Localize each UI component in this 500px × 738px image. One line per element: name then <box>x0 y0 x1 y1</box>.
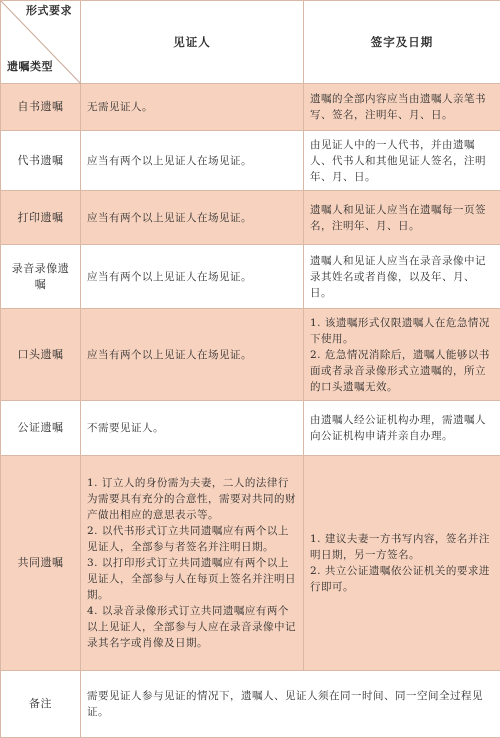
footer-text: 需要见证人参与见证的情况下，遗嘱人、见证人须在同一时间、同一空间全过程见证。 <box>81 671 500 738</box>
table-row <box>1 456 500 671</box>
table-row <box>1 131 500 191</box>
row-type: 口头遗嘱 <box>1 309 81 401</box>
table-row <box>1 84 500 131</box>
row-sign: 遗嘱人和见证人应当在遗嘱每一页签名，注明年、月、日。 <box>304 191 500 245</box>
row-sign-list <box>304 456 500 671</box>
list-item: 2. 共立公证遗嘱依公证机关的要求进行即可。 <box>310 563 494 595</box>
row-type: 共同遗嘱 <box>1 456 81 671</box>
header-row <box>1 1 500 84</box>
row-sign: 遗嘱的全部内容应当由遗嘱人亲笔书写、签名，注明年、月、日。 <box>304 84 500 131</box>
row-type: 录音录像遗嘱 <box>1 245 81 309</box>
table-row <box>1 191 500 245</box>
row-type: 自书遗嘱 <box>1 84 81 131</box>
table-row <box>1 401 500 456</box>
row-sign-list <box>304 309 500 401</box>
row-witness: 无需见证人。 <box>81 84 304 131</box>
row-witness: 应当有两个以上见证人在场见证。 <box>81 191 304 245</box>
witness-header: 见证人 <box>81 1 304 84</box>
row-witness: 应当有两个以上见证人在场见证。 <box>81 309 304 401</box>
list-item: 1. 该遗嘱形式仅限遗嘱人在危急情况下使用。 <box>310 315 494 347</box>
row-witness: 应当有两个以上见证人在场见证。 <box>81 245 304 309</box>
row-type: 公证遗嘱 <box>1 401 81 456</box>
corner-bottom-label: 遗嘱类型 <box>7 59 53 75</box>
table-row <box>1 245 500 309</box>
footer-row <box>1 671 500 738</box>
list-item: 1. 订立人的身份需为夫妻，二人的法律行为需要具有充分的合意性，需要对共同的财产做出相应的意思表示等。 <box>87 475 297 523</box>
list-item: 3. 以打印形式订立共同遗嘱应有两个以上见证人，全部参与人在每页上签名并注明日期。 <box>87 555 297 603</box>
footer-label: 备注 <box>1 671 81 738</box>
corner-header-cell <box>1 1 81 84</box>
list-item: 4. 以录音录像形式订立共同遗嘱应有两个以上见证人，全部参与人应在录音录像中记录其名字或肖像及日期。 <box>87 603 297 651</box>
row-type: 打印遗嘱 <box>1 191 81 245</box>
row-witness-list <box>81 456 304 671</box>
list-item: 2. 危急情况消除后，遗嘱人能够以书面或者录音录像形式立遗嘱的，所立的口头遗嘱无效。 <box>310 347 494 395</box>
table-row <box>1 309 500 401</box>
row-sign: 遗嘱人和见证人应当在录音录像中记录其姓名或者肖像，以及年、月、日。 <box>304 245 500 309</box>
row-witness: 应当有两个以上见证人在场见证。 <box>81 131 304 191</box>
list-item: 2. 以代书形式订立共同遗嘱应有两个以上见证人，全部参与者签名并注明日期。 <box>87 523 297 555</box>
corner-top-label: 形式要求 <box>26 3 72 19</box>
row-witness: 不需要见证人。 <box>81 401 304 456</box>
sign-header: 签字及日期 <box>304 1 500 84</box>
row-type: 代书遗嘱 <box>1 131 81 191</box>
row-sign: 由遗嘱人经公证机构办理，需遗嘱人向公证机构申请并亲自办理。 <box>304 401 500 456</box>
list-item: 1. 建议夫妻一方书写内容，签名并注明日期，另一方签名。 <box>310 531 494 563</box>
row-sign: 由见证人中的一人代书，并由遗嘱人、代书人和其他见证人签名，注明年、月、日。 <box>304 131 500 191</box>
